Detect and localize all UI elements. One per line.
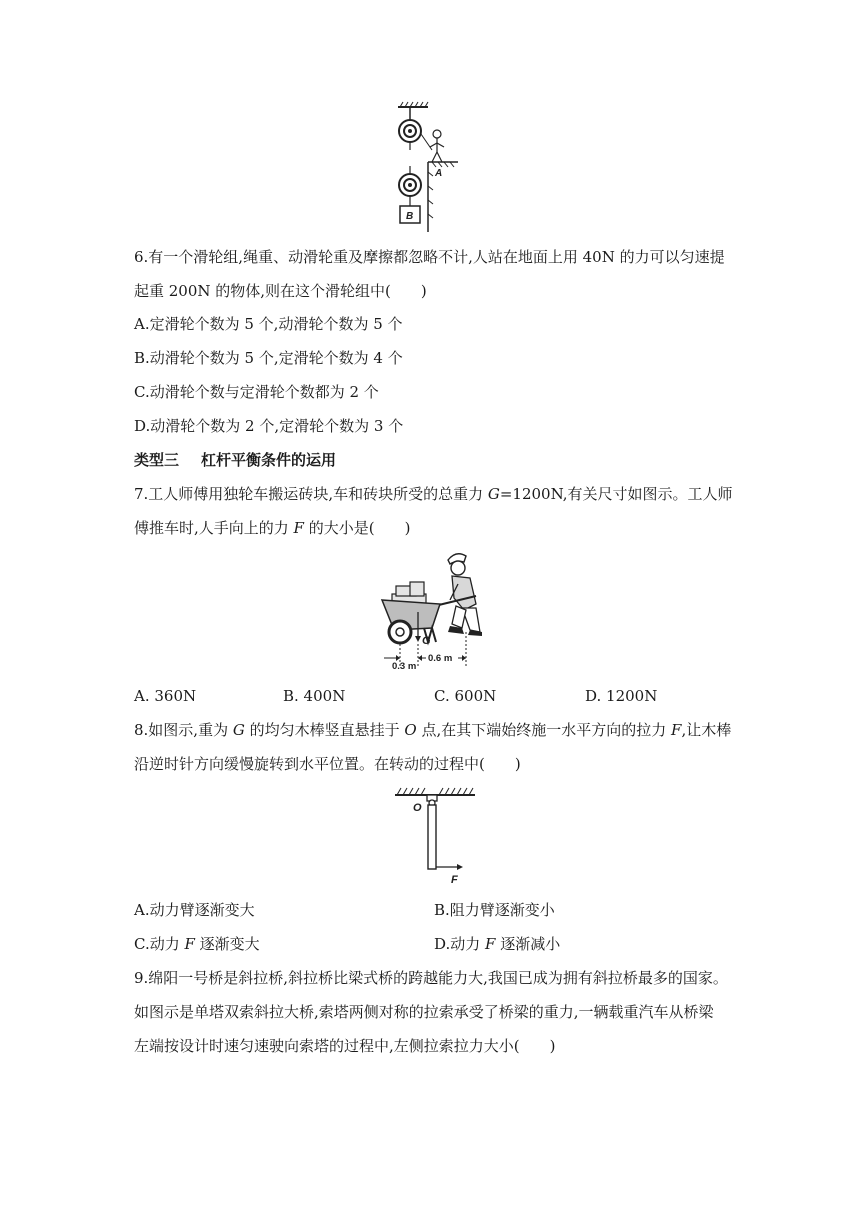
pulley-label-b: B [406, 211, 414, 222]
q7-option-d: D. 1200N [585, 687, 658, 705]
wheelbarrow-figure [378, 548, 490, 672]
q9-stem-line2: 如图示是单塔双索斜拉大桥,索塔两侧对称的拉索承受了桥梁的重力,一辆载重汽车从桥梁 [134, 1003, 714, 1021]
q8-stem-line1: 8.如图示,重为 G 的均匀木棒竖直悬挂于 O 点,在其下端始终施一水平方向的拉力 F,让木棒 [134, 721, 732, 739]
q8-option-b: B.阻力臂逐渐变小 [434, 901, 555, 919]
q8-stem-line2: 沿逆时针方向缓慢旋转到水平位置。在转动的过程中( ) [134, 755, 521, 773]
pulley-figure [390, 100, 470, 232]
q7-option-c: C. 600N [434, 687, 497, 705]
q8-var-g: G [232, 721, 245, 739]
q7-var-f: F [293, 519, 304, 537]
q6-option-d: D.动滑轮个数为 2 个,定滑轮个数为 3 个 [134, 417, 404, 435]
q8-option-c: C.动力 F 逐渐变大 [134, 935, 260, 953]
q6-option-a: A.定滑轮个数为 5 个,动滑轮个数为 5 个 [134, 315, 403, 333]
section-title: 杠杆平衡条件的运用 [201, 451, 337, 469]
q9-stem-line1: 9.绵阳一号桥是斜拉桥,斜拉桥比梁式桥的跨越能力大,我国已成为拥有斜拉桥最多的国家。 [134, 969, 728, 987]
q8-option-d: D.动力 F 逐渐减小 [434, 935, 561, 953]
q7-stem-line1: 7.工人师傅用独轮车搬运砖块,车和砖块所受的总重力 G=1200N,有关尺寸如图示。工人师 [134, 485, 733, 503]
q6-stem-line1: 6.有一个滑轮组,绳重、动滑轮重及摩擦都忽略不计,人站在地面上用 40N 的力可以匀速提 [134, 248, 725, 266]
wheelbarrow-dim-2: 0.6 m [428, 653, 453, 664]
wheelbarrow-label-g: G [422, 635, 431, 647]
section-heading [134, 450, 336, 470]
q7-stem-line2: 傅推车时,人手向上的力 F 的大小是( ) [134, 519, 411, 537]
q6-option-b: B.动滑轮个数为 5 个,定滑轮个数为 4 个 [134, 349, 403, 367]
q7-option-a: A. 360N [134, 687, 197, 705]
q8-option-a: A.动力臂逐渐变大 [134, 901, 255, 919]
q8-var-f: F [671, 721, 682, 739]
q7-var-g: G [487, 485, 500, 503]
q7-option-b: B. 400N [283, 687, 346, 705]
q8-var-o: O [404, 721, 417, 739]
q6-option-c: C.动滑轮个数与定滑轮个数都为 2 个 [134, 383, 379, 401]
pulley-label-a: A [435, 168, 443, 179]
rod-figure [393, 785, 477, 889]
q6-stem-line2: 起重 200N 的物体,则在这个滑轮组中( ) [134, 282, 427, 300]
section-label: 类型三 [134, 451, 180, 469]
rod-label-o: O [413, 802, 422, 814]
q9-stem-line3: 左端按设计时速匀速驶向索塔的过程中,左侧拉索拉力大小( ) [134, 1037, 556, 1055]
rod-label-f: F [451, 874, 458, 886]
wheelbarrow-dim-1: 0.3 m [392, 661, 417, 672]
